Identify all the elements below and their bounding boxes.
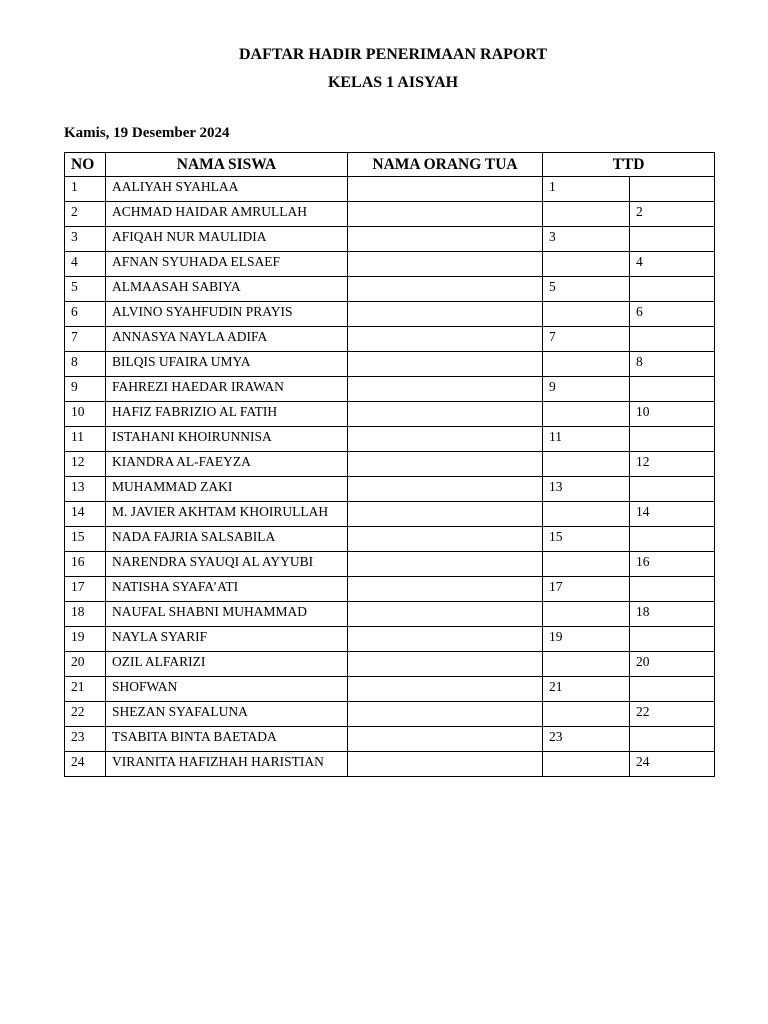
signature-cell-left — [543, 452, 630, 477]
row-number: 13 — [65, 477, 106, 502]
signature-cell-left: 13 — [543, 477, 630, 502]
table-row — [65, 227, 715, 252]
signature-cell-left — [543, 402, 630, 427]
row-number: 15 — [65, 527, 106, 552]
table-body — [65, 177, 715, 777]
parent-name-cell — [348, 602, 543, 627]
table-row — [65, 527, 715, 552]
student-name-cell: BILQIS UFAIRA UMYA — [106, 352, 348, 377]
table-row — [65, 377, 715, 402]
parent-name-cell — [348, 252, 543, 277]
student-name-cell: ANNASYA NAYLA ADIFA — [106, 327, 348, 352]
signature-cell-left: 21 — [543, 677, 630, 702]
row-number: 1 — [65, 177, 106, 202]
signature-cell-right: 4 — [630, 252, 715, 277]
table-row — [65, 252, 715, 277]
signature-cell-right — [630, 527, 715, 552]
row-number: 3 — [65, 227, 106, 252]
table-row — [65, 202, 715, 227]
student-name-cell: SHOFWAN — [106, 677, 348, 702]
signature-cell-right: 24 — [630, 752, 715, 777]
student-name-cell: ALVINO SYAHFUDIN PRAYIS — [106, 302, 348, 327]
table-row — [65, 452, 715, 477]
student-name-cell: NARENDRA SYAUQI AL AYYUBI — [106, 552, 348, 577]
table-row — [65, 577, 715, 602]
parent-name-cell — [348, 577, 543, 602]
parent-name-cell — [348, 627, 543, 652]
row-number: 6 — [65, 302, 106, 327]
document-subtitle: KELAS 1 AISYAH — [327, 74, 459, 91]
table-row — [65, 602, 715, 627]
signature-cell-left — [543, 602, 630, 627]
signature-cell-right: 18 — [630, 602, 715, 627]
parent-name-cell — [348, 327, 543, 352]
parent-name-cell — [348, 702, 543, 727]
signature-cell-left — [543, 352, 630, 377]
table-row — [65, 427, 715, 452]
parent-name-cell — [348, 202, 543, 227]
parent-name-cell — [348, 727, 543, 752]
signature-cell-left: 7 — [543, 327, 630, 352]
student-name-cell: M. JAVIER AKHTAM KHOIRULLAH — [106, 502, 348, 527]
student-name-cell: KIANDRA AL-FAEYZA — [106, 452, 348, 477]
student-name-cell: SHEZAN SYAFALUNA — [106, 702, 348, 727]
parent-name-cell — [348, 677, 543, 702]
signature-cell-right: 8 — [630, 352, 715, 377]
row-number: 5 — [65, 277, 106, 302]
parent-name-cell — [348, 652, 543, 677]
signature-cell-right — [630, 477, 715, 502]
document-title: DAFTAR HADIR PENERIMAAN RAPORT — [238, 46, 548, 63]
student-name-cell: NATISHA SYAFA’ATI — [106, 577, 348, 602]
column-header-nama-siswa: NAMA SISWA — [106, 153, 348, 177]
row-number: 14 — [65, 502, 106, 527]
signature-cell-right: 10 — [630, 402, 715, 427]
signature-cell-left — [543, 202, 630, 227]
parent-name-cell — [348, 377, 543, 402]
signature-cell-left — [543, 752, 630, 777]
table-row — [65, 727, 715, 752]
signature-cell-right — [630, 227, 715, 252]
signature-cell-left — [543, 502, 630, 527]
student-name-cell: VIRANITA HAFIZHAH HARISTIAN — [106, 752, 348, 777]
signature-cell-right — [630, 627, 715, 652]
student-name-cell: TSABITA BINTA BAETADA — [106, 727, 348, 752]
signature-cell-right — [630, 427, 715, 452]
signature-cell-left: 17 — [543, 577, 630, 602]
parent-name-cell — [348, 452, 543, 477]
parent-name-cell — [348, 302, 543, 327]
signature-cell-right: 16 — [630, 552, 715, 577]
student-name-cell: ACHMAD HAIDAR AMRULLAH — [106, 202, 348, 227]
row-number: 20 — [65, 652, 106, 677]
table-row — [65, 502, 715, 527]
row-number: 16 — [65, 552, 106, 577]
row-number: 11 — [65, 427, 106, 452]
row-number: 4 — [65, 252, 106, 277]
table-header-row — [65, 153, 715, 177]
parent-name-cell — [348, 502, 543, 527]
row-number: 8 — [65, 352, 106, 377]
student-name-cell: ALMAASAH SABIYA — [106, 277, 348, 302]
parent-name-cell — [348, 227, 543, 252]
signature-cell-left — [543, 702, 630, 727]
table-row — [65, 302, 715, 327]
column-header-no: NO — [65, 153, 106, 177]
signature-cell-left: 1 — [543, 177, 630, 202]
table-row — [65, 277, 715, 302]
student-name-cell: MUHAMMAD ZAKI — [106, 477, 348, 502]
student-name-cell: ISTAHANI KHOIRUNNISA — [106, 427, 348, 452]
student-name-cell: AALIYAH SYAHLAA — [106, 177, 348, 202]
row-number: 7 — [65, 327, 106, 352]
row-number: 12 — [65, 452, 106, 477]
signature-cell-right — [630, 727, 715, 752]
student-name-cell: FAHREZI HAEDAR IRAWAN — [106, 377, 348, 402]
signature-cell-right: 20 — [630, 652, 715, 677]
table-row — [65, 652, 715, 677]
table-row — [65, 477, 715, 502]
row-number: 10 — [65, 402, 106, 427]
parent-name-cell — [348, 527, 543, 552]
student-name-cell: AFIQAH NUR MAULIDIA — [106, 227, 348, 252]
student-name-cell: NADA FAJRIA SALSABILA — [106, 527, 348, 552]
document-date: Kamis, 19 Desember 2024 — [64, 125, 230, 141]
student-name-cell: NAUFAL SHABNI MUHAMMAD — [106, 602, 348, 627]
signature-cell-right — [630, 177, 715, 202]
attendance-table — [64, 152, 715, 777]
table-row — [65, 327, 715, 352]
row-number: 22 — [65, 702, 106, 727]
parent-name-cell — [348, 752, 543, 777]
signature-cell-left — [543, 302, 630, 327]
signature-cell-right — [630, 277, 715, 302]
row-number: 19 — [65, 627, 106, 652]
signature-cell-left: 9 — [543, 377, 630, 402]
signature-cell-right — [630, 677, 715, 702]
signature-cell-right: 14 — [630, 502, 715, 527]
parent-name-cell — [348, 277, 543, 302]
signature-cell-right — [630, 327, 715, 352]
signature-cell-left — [543, 252, 630, 277]
table-row — [65, 552, 715, 577]
signature-cell-right: 22 — [630, 702, 715, 727]
signature-cell-left: 23 — [543, 727, 630, 752]
parent-name-cell — [348, 427, 543, 452]
student-name-cell: OZIL ALFARIZI — [106, 652, 348, 677]
student-name-cell: AFNAN SYUHADA ELSAEF — [106, 252, 348, 277]
signature-cell-left — [543, 652, 630, 677]
table-row — [65, 627, 715, 652]
signature-cell-right — [630, 577, 715, 602]
signature-cell-right: 12 — [630, 452, 715, 477]
student-name-cell: NAYLA SYARIF — [106, 627, 348, 652]
table-row — [65, 352, 715, 377]
signature-cell-left: 15 — [543, 527, 630, 552]
row-number: 17 — [65, 577, 106, 602]
student-name-cell: HAFIZ FABRIZIO AL FATIH — [106, 402, 348, 427]
signature-cell-left: 19 — [543, 627, 630, 652]
table-row — [65, 702, 715, 727]
signature-cell-left — [543, 552, 630, 577]
table-row — [65, 402, 715, 427]
row-number: 23 — [65, 727, 106, 752]
signature-cell-right: 2 — [630, 202, 715, 227]
row-number: 2 — [65, 202, 106, 227]
row-number: 18 — [65, 602, 106, 627]
row-number: 9 — [65, 377, 106, 402]
parent-name-cell — [348, 402, 543, 427]
signature-cell-right: 6 — [630, 302, 715, 327]
signature-cell-right — [630, 377, 715, 402]
parent-name-cell — [348, 552, 543, 577]
signature-cell-left: 5 — [543, 277, 630, 302]
column-header-ttd: TTD — [543, 153, 715, 177]
parent-name-cell — [348, 352, 543, 377]
table-row — [65, 677, 715, 702]
table-row — [65, 177, 715, 202]
row-number: 21 — [65, 677, 106, 702]
row-number: 24 — [65, 752, 106, 777]
parent-name-cell — [348, 477, 543, 502]
table-row — [65, 752, 715, 777]
parent-name-cell — [348, 177, 543, 202]
signature-cell-left: 3 — [543, 227, 630, 252]
column-header-nama-orang-tua: NAMA ORANG TUA — [348, 153, 543, 177]
signature-cell-left: 11 — [543, 427, 630, 452]
